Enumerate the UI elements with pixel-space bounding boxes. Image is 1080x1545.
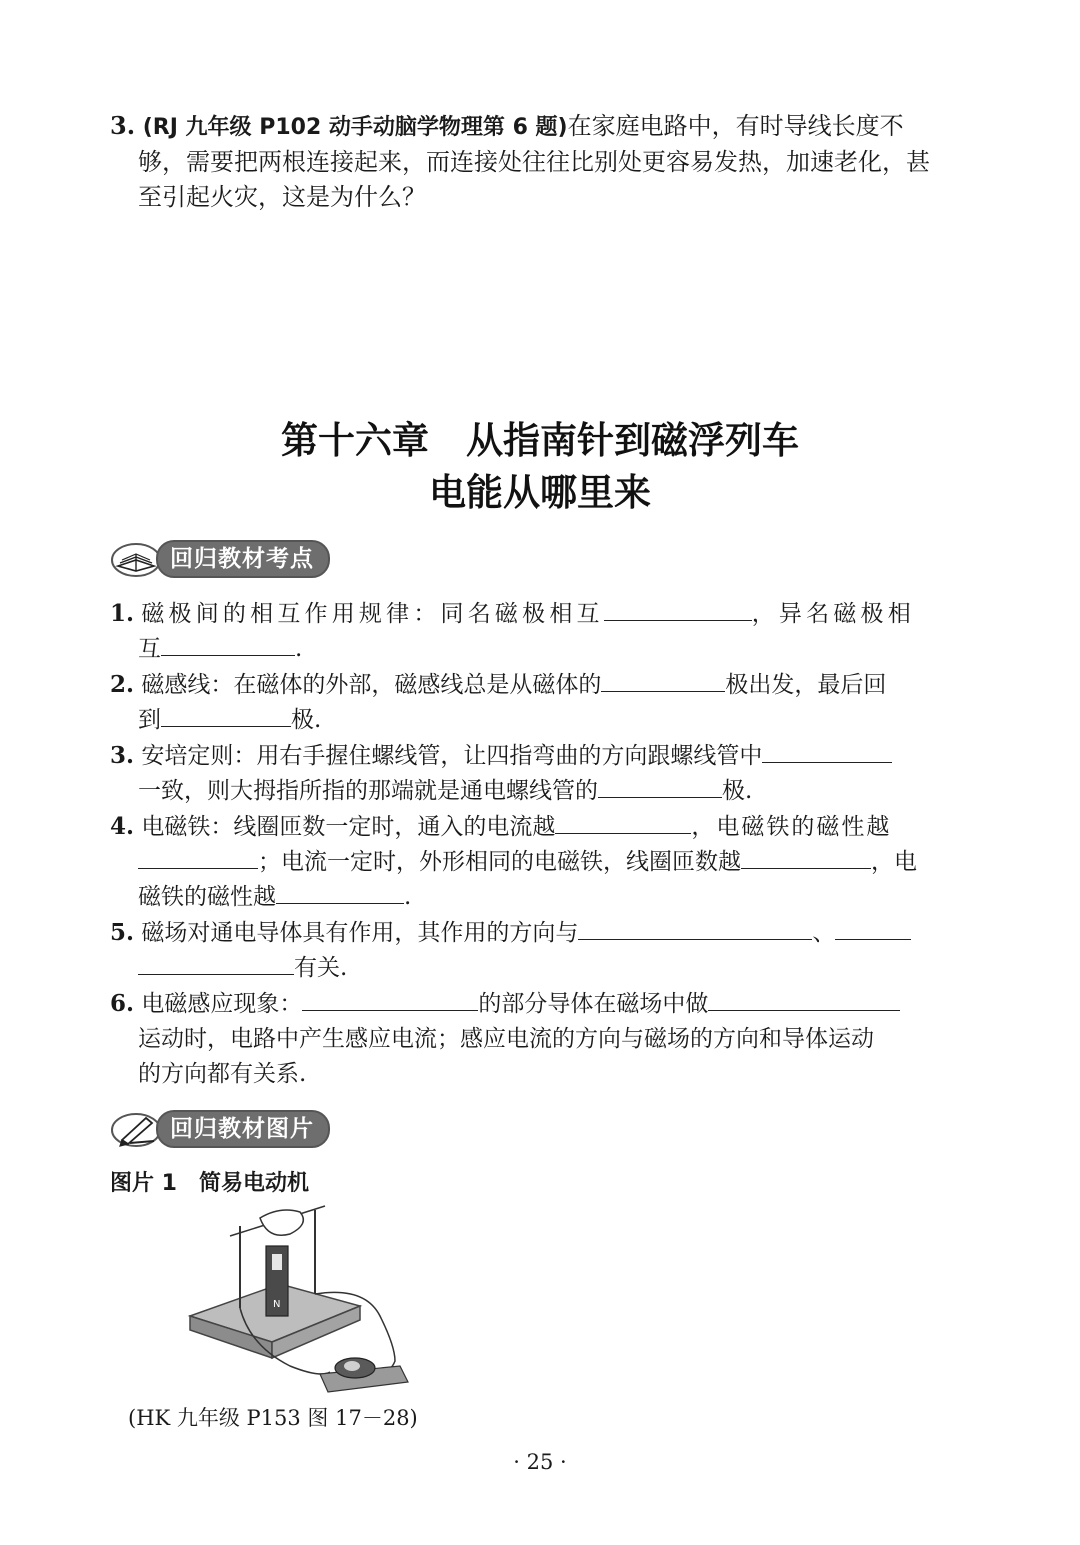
figure-caption: (HK 九年级 P153 图 17－28) xyxy=(128,1406,418,1430)
answer-blank[interactable] xyxy=(276,881,404,904)
answer-blank[interactable] xyxy=(138,846,258,869)
item-text: ；电流一定时，外形相同的电磁铁，线圈匝数越 xyxy=(258,849,741,875)
item-text: 极出发，最后回 xyxy=(725,672,887,698)
answer-blank[interactable] xyxy=(601,669,725,692)
item-text: 电磁感应现象： xyxy=(141,991,303,1017)
section-banner-pictures xyxy=(110,1110,330,1148)
item-text: 电磁铁：线圈匝数一定时，通入的电流越 xyxy=(141,814,556,840)
page-number: · 25 · xyxy=(513,1450,567,1474)
list-item-continued: 的方向都有关系. xyxy=(138,1061,307,1087)
figure-label: 图片 1 xyxy=(110,1171,177,1196)
figure-name: 简易电动机 xyxy=(198,1171,309,1196)
list-item-continued xyxy=(110,951,972,986)
answer-blank[interactable] xyxy=(302,988,478,1011)
answer-blank[interactable] xyxy=(762,740,892,763)
question-text: 在家庭电路中，有时导线长度不 xyxy=(567,112,904,140)
item-text: ，电 xyxy=(871,849,917,875)
item-text: 极. xyxy=(291,707,322,733)
answer-blank[interactable] xyxy=(138,952,294,975)
section-banner-review xyxy=(110,540,330,578)
answer-blank[interactable] xyxy=(835,917,911,940)
list-item xyxy=(110,738,972,774)
question-3-line-1 xyxy=(110,108,972,145)
simple-motor-illustration xyxy=(180,1196,430,1406)
item-text: 磁铁的磁性越 xyxy=(138,884,276,910)
list-item-continued: 运动时，电路中产生感应电流；感应电流的方向与磁场的方向和导体运动 xyxy=(138,1026,874,1052)
item-text: 有关. xyxy=(294,955,348,981)
book-icon xyxy=(110,540,162,578)
item-text: ，异名磁极相 xyxy=(751,601,915,627)
list-item-continued xyxy=(110,880,972,915)
answer-blank[interactable] xyxy=(555,811,691,834)
item-text: 一致，则大拇指所指的那端就是通电螺线管的 xyxy=(138,778,598,804)
item-text: 互 xyxy=(138,636,161,662)
answer-blank[interactable] xyxy=(161,704,291,727)
item-text: 极. xyxy=(722,778,753,804)
list-item-continued xyxy=(110,632,972,667)
item-text: 安培定则：用右手握住螺线管，让四指弯曲的方向跟螺线管中 xyxy=(141,743,763,769)
question-3 xyxy=(110,108,972,215)
list-item xyxy=(110,809,972,845)
item-number: 3. xyxy=(110,742,135,769)
review-item-list xyxy=(110,596,972,1092)
item-text: . xyxy=(295,636,303,662)
answer-blank[interactable] xyxy=(578,917,812,940)
section-banner-label: 回归教材考点 xyxy=(156,540,330,578)
answer-blank[interactable] xyxy=(161,633,295,656)
item-text: . xyxy=(404,884,412,910)
item-text: 磁感线：在磁体的外部，磁感线总是从磁体的 xyxy=(141,672,602,698)
answer-blank[interactable] xyxy=(604,598,752,621)
magnet-pole-label: N xyxy=(273,1299,281,1310)
item-text: 磁场对通电导体具有作用，其作用的方向与 xyxy=(141,920,579,946)
answer-blank[interactable] xyxy=(708,988,900,1011)
list-item xyxy=(110,596,972,632)
question-3-line-2: 够，需要把两根连接起来，而连接处往往比别处更容易发热，加速老化，甚 xyxy=(138,148,930,176)
chapter-subtitle: 电能从哪里来 xyxy=(429,471,651,514)
answer-blank[interactable] xyxy=(598,775,722,798)
item-number: 2. xyxy=(110,671,135,698)
list-item xyxy=(110,915,972,951)
chapter-title: 第十六章 从指南针到磁浮列车 xyxy=(281,419,799,462)
pencil-icon xyxy=(110,1110,162,1148)
figure-title xyxy=(110,1166,309,1197)
answer-blank[interactable] xyxy=(741,846,871,869)
list-item-continued xyxy=(110,774,972,809)
item-text: ，电磁铁的磁性越 xyxy=(691,814,892,840)
list-item xyxy=(110,667,972,703)
section-banner-label: 回归教材图片 xyxy=(156,1110,330,1148)
item-number: 1. xyxy=(110,600,135,627)
list-item-continued xyxy=(110,845,972,880)
item-text: 磁极间的相互作用规律：同名磁极相互 xyxy=(141,601,604,627)
item-number: 4. xyxy=(110,813,135,840)
question-3-line-3: 至引起火灾，这是为什么？ xyxy=(138,183,426,211)
question-number: 3. xyxy=(110,111,136,140)
question-source: (RJ 九年级 P102 动手动脑学物理第 6 题) xyxy=(142,115,568,140)
list-item xyxy=(110,986,972,1022)
item-text: 到 xyxy=(138,707,161,733)
item-text: 的部分导体在磁场中做 xyxy=(478,991,709,1017)
item-text: 、 xyxy=(812,920,836,946)
list-item-continued xyxy=(110,703,972,738)
item-number: 6. xyxy=(110,990,135,1017)
item-number: 5. xyxy=(110,919,135,946)
